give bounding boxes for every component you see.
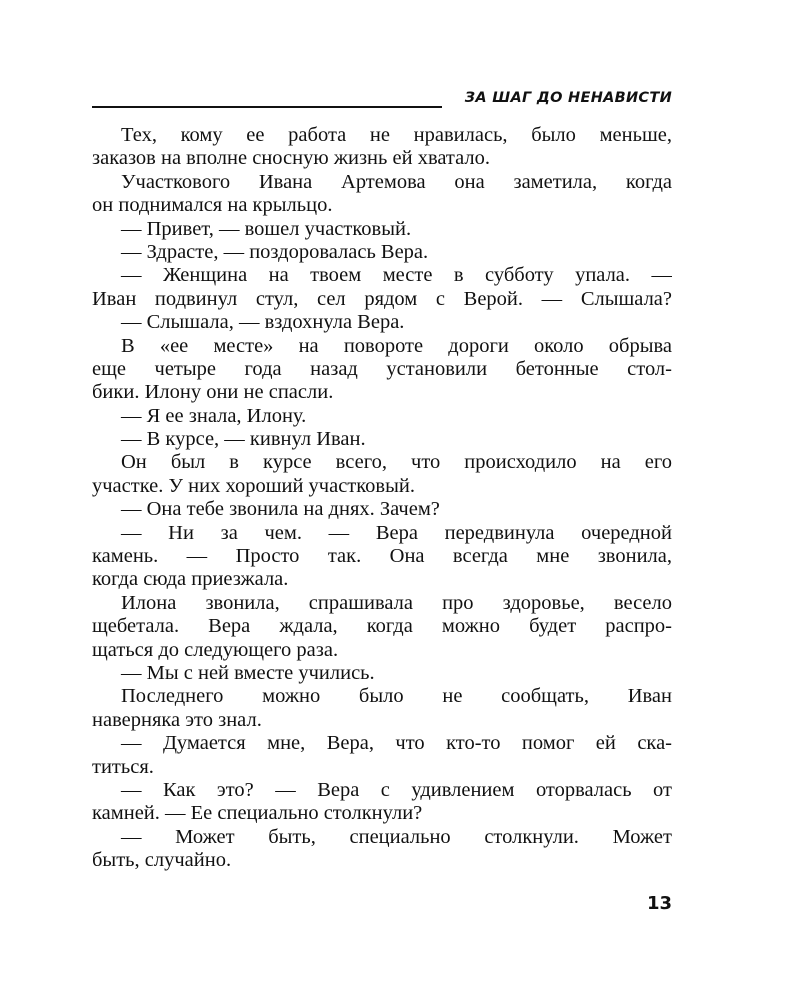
page-number: 13: [646, 893, 672, 914]
text-line: — Думается мне, Вера, что кто-то помог ей ска-: [121, 732, 672, 755]
body-text: [92, 124, 672, 873]
header-title: ЗА ШАГ ДО НЕНАВИСТИ: [464, 90, 672, 106]
running-header: [92, 88, 672, 110]
text-line: Тех, кому ее работа не нравилась, было меньше,: [121, 124, 672, 146]
text-line: — Я ее знала, Илону.: [121, 404, 307, 427]
text-line: — Женщина на твоем месте в субботу упала. —: [121, 264, 672, 287]
text-line: Иван подвинул стул, сел рядом с Верой. — Слышала?: [92, 287, 672, 310]
text-line: еще четыре года назад установили бетонные стол-: [92, 357, 672, 380]
text-line: камень. — Просто так. Она всегда мне звонила,: [92, 545, 672, 568]
text-line: — Ни за чем. — Вера передвинула очередной: [121, 521, 672, 544]
text-line: Он был в курсе всего, что происходило на его: [121, 451, 672, 474]
header-rule: [92, 106, 442, 108]
text-line: когда сюда приезжала.: [92, 568, 289, 591]
text-line: наверняка это знал.: [92, 708, 262, 731]
text-line: — Мы с ней вместе учились.: [121, 661, 375, 684]
text-line: Участкового Ивана Артемова она заметила, когда: [121, 170, 672, 193]
text-line: бики. Илону они не спасли.: [92, 381, 334, 404]
text-line: — Она тебе звонила на днях. Зачем?: [121, 498, 440, 521]
text-line: заказов на вполне сносную жизнь ей хватало.: [92, 147, 491, 170]
text-line: Илона звонила, спрашивала про здоровье, весело: [121, 591, 672, 614]
text-line: титься.: [92, 755, 154, 778]
text-line: щебетала. Вера ждала, когда можно будет распро-: [92, 615, 672, 638]
text-line: В «ее месте» на повороте дороги около обрыва: [121, 334, 672, 357]
text-line: — Привет, — вошел участковый.: [121, 217, 412, 240]
text-line: щаться до следующего раза.: [92, 638, 339, 661]
text-line: — Здрасте, — поздоровалась Вера.: [121, 240, 429, 263]
text-line: участке. У них хороший участковый.: [92, 474, 415, 497]
text-line: — В курсе, — кивнул Иван.: [121, 428, 366, 451]
text-line: он поднимался на крыльцо.: [92, 194, 333, 217]
text-line: камней. — Ее специально столкнули?: [92, 802, 423, 825]
text-line: Последнего можно было не сообщать, Иван: [121, 685, 672, 708]
text-line: быть, случайно.: [92, 849, 232, 872]
text-line: — Может быть, специально столкнули. Может: [121, 825, 672, 848]
text-line: — Как это? — Вера с удивлением оторвалась от: [121, 778, 672, 801]
text-line: — Слышала, — вздохнула Вера.: [121, 311, 405, 334]
